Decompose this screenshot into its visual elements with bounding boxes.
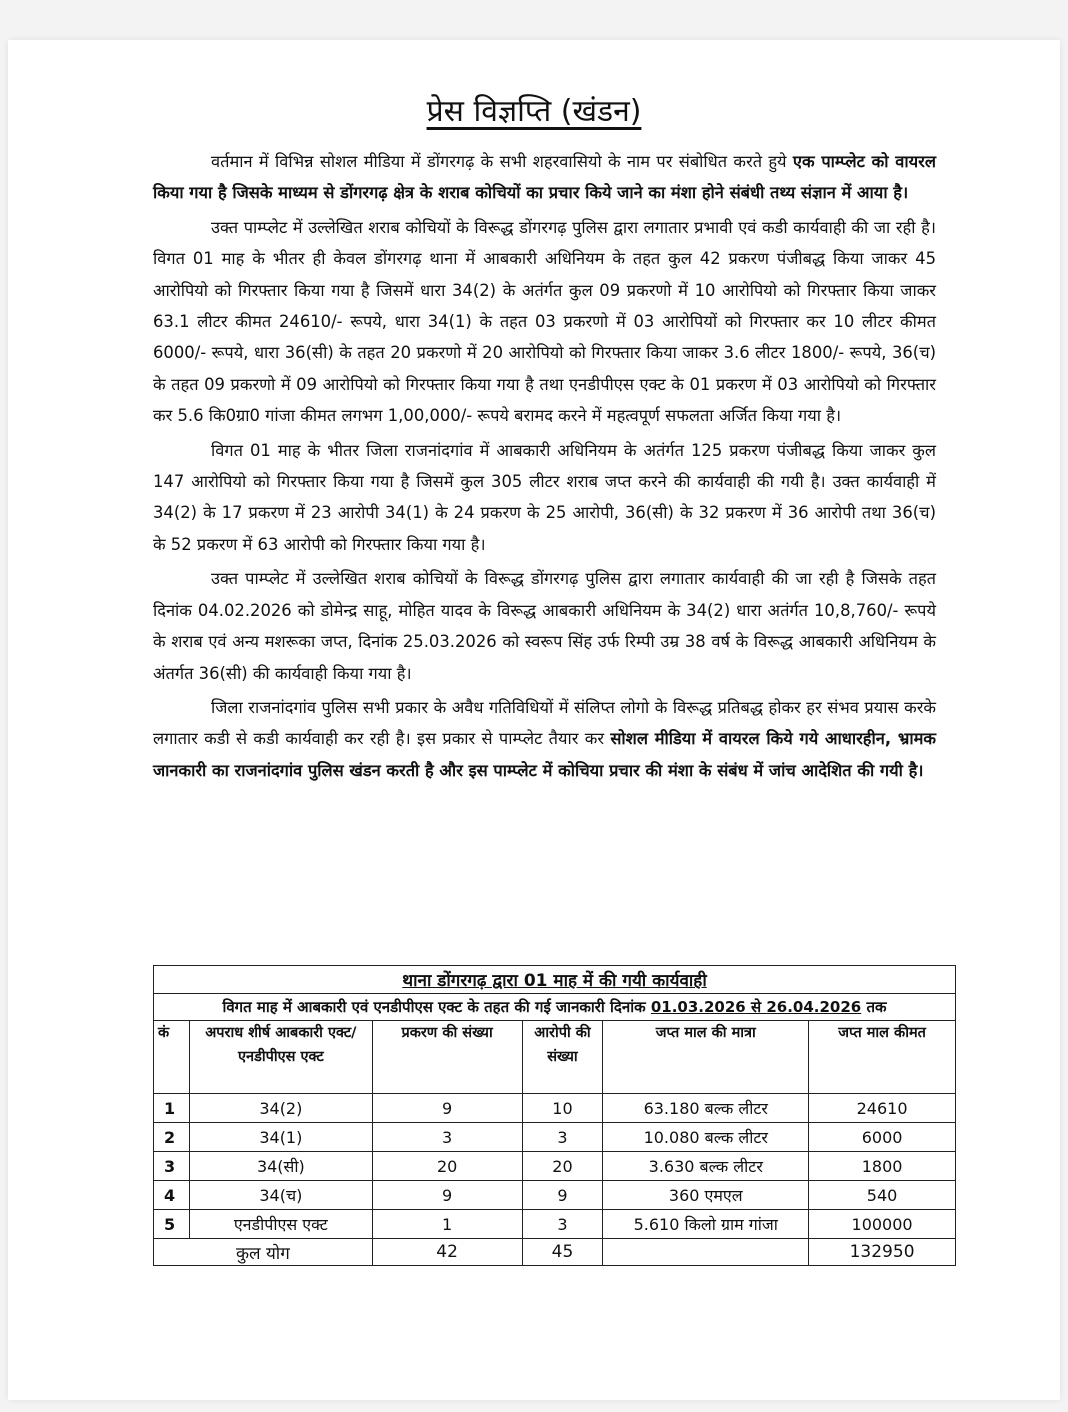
- table-row: [154, 1152, 956, 1181]
- row-quantity: 360 एमएल: [603, 1181, 809, 1210]
- header-value: जप्त माल कीमत: [809, 1021, 956, 1094]
- total-label: कुल योग: [154, 1239, 373, 1266]
- table-row: [154, 1210, 956, 1239]
- table-subtitle-row: [154, 994, 956, 1021]
- row-quantity: 10.080 बल्क लीटर: [603, 1123, 809, 1152]
- subtitle-to-date: 26.04.2026: [766, 998, 862, 1016]
- row-cases: 9: [372, 1181, 522, 1210]
- table-header-row: [154, 1021, 956, 1094]
- document-title: प्रेस विज्ञप्ति (खंडन): [426, 94, 642, 129]
- header-sno: कं: [154, 1021, 190, 1094]
- paragraph-4: उक्त पाम्प्लेट में उल्लेखित शराब कोचियों के विरूद्ध डोंगरगढ़ पुलिस द्वारा लगातार कार्यवाही की जा रही है जिसके तहत दिनांक 04.02.2026 को डोमेन्द्र साहू, मोहित यादव के विरूद्ध आबकारी अधिनियम के 34(2) धारा अतंर्गत 10,8,760/- रूपये के शराब एवं अन्य मशरूका जप्त, दिनांक 25.03.2026 को स्वरूप सिंह उर्फ रिम्पी उम्र 38 वर्ष के विरूद्ध आबकारी अधिनियम के अंतर्गत 36(सी) की कार्यवाही किया गया है।: [153, 569, 936, 683]
- subtitle-from-date: 01.03.2026: [650, 998, 746, 1016]
- paragraph-3: विगत 01 माह के भीतर जिला राजनांदगांव में आबकारी अधिनियम के अतंर्गत 125 प्रकरण पंजीबद्ध किया जाकर कुल 147 आरोपियो को गिरफ्तार किया गया है जिसमें कुल 305 लीटर शराब जप्त करने की कार्यवाही की गयी है। उक्त कार्यवाही में 34(2) के 17 प्रकरण में 23 आरोपी 34(1) के 24 प्रकरण के 25 आरोपी, 36(सी) के 32 प्रकरण में 36 आरोपी तथा 36(च) के 52 प्रकरण में 63 आरोपी को गिरफ्तार किया गया है।: [153, 440, 937, 554]
- row-quantity: 5.610 किलो ग्राम गांजा: [603, 1210, 809, 1239]
- paragraph-5-text: जिला राजनांदगांव पुलिस सभी प्रकार के अवैध गतिविधियों में संलिप्त लोगो के विरूद्ध प्रतिबद्ध होकर हर संभव प्रयास करके लगातार कडी से कडी कार्यवाही कर रही है। इस प्रकार से पाम्प्लेट तैयार कर: [153, 697, 936, 749]
- header-cases: प्रकरण की संख्या: [372, 1021, 522, 1094]
- header-offence: अपराध शीर्ष आबकारी एक्ट/एनडीपीएस एक्ट: [189, 1021, 372, 1094]
- subtitle-prefix: विगत माह में आबकारी एवं एनडीपीएस एक्ट के तहत की गई जानकारी दिनांक: [222, 998, 651, 1016]
- row-offence: 34(2): [189, 1094, 372, 1123]
- row-value: 1800: [809, 1152, 956, 1181]
- row-cases: 1: [372, 1210, 522, 1239]
- row-sno: 2: [154, 1123, 190, 1152]
- row-cases: 9: [372, 1094, 522, 1123]
- total-quantity: [603, 1239, 809, 1266]
- row-value: 100000: [809, 1210, 956, 1239]
- paragraph-5-bold: सोशल मीडिया में वायरल किये गये आधारहीन, भ्रामक जानकारी का राजनांदगांव पुलिस खंडन करती है और इस पाम्प्लेट में कोचिया प्रचार की मंशा के संबंध में जांच आदेशित की गयी है।: [153, 729, 936, 780]
- row-value: 540: [809, 1181, 956, 1210]
- row-accused: 9: [522, 1181, 603, 1210]
- row-offence: 34(सी): [189, 1152, 372, 1181]
- row-quantity: 63.180 बल्क लीटर: [603, 1094, 809, 1123]
- total-cases: 42: [372, 1239, 522, 1266]
- paragraph-2: उक्त पाम्प्लेट में उल्लेखित शराब कोचियों के विरूद्ध डोंगरगढ़ पुलिस द्वारा लगातार प्रभावी एवं कडी कार्यवाही की जा रही है। विगत 01 माह के भीतर ही केवल डोंगरगढ़ थाना में आबकारी अधिनियम के तहत कुल 42 प्रकरण पंजीबद्ध किया जाकर 45 आरोपियो को गिरफ्तार किया गया है जिसमें धारा 34(2) के अतंर्गत कुल 09 प्रकरणो में 10 आरोपियो को गिरफ्तार किया जाकर 63.1 लीटर कीमत 24610/- रूपये, धारा 34(1) के तहत 03 प्रकरणो में 03 आरोपियों को गिरफ्तार कर 10 लीटर कीमत 6000/- रूपये, धारा 36(सी) के तहत 20 प्रकरणो में 20 आरोपियो को गिरफ्तार किया जाकर 3.6 लीटर 1800/- रूपये, 36(च) के तहत 09 प्रकरणो में 09 आरोपियो को गिरफ्तार किया गया है तथा एनडीपीएस एक्ट के 01 प्रकरण में 03 आरोपियो को गिरफ्तार कर 5.6 कि0ग्रा0 गांजा कीमत लगभग 1,00,000/- रूपये बरामद करने में महत्वपूर्ण सफलता अर्जित किया गया है।: [153, 217, 936, 426]
- total-accused: 45: [522, 1239, 603, 1266]
- subtitle-suffix: तक: [861, 998, 887, 1016]
- paragraph-1-text: वर्तमान में विभिन्न सोशल मीडिया में डोंगरगढ़ के सभी शहरवासियो के नाम पर संबोधित करते हुये: [211, 152, 793, 171]
- table-row: [154, 1094, 956, 1123]
- row-accused: 3: [522, 1210, 603, 1239]
- action-summary-table: [153, 965, 956, 1266]
- table-row: [154, 1123, 956, 1152]
- row-sno: 4: [154, 1181, 190, 1210]
- total-value: 132950: [809, 1239, 956, 1266]
- press-release-body: [153, 146, 936, 786]
- row-accused: 20: [522, 1152, 603, 1181]
- row-sno: 1: [154, 1094, 190, 1123]
- header-quantity: जप्त माल की मात्रा: [603, 1021, 809, 1094]
- row-cases: 3: [372, 1123, 522, 1152]
- row-cases: 20: [372, 1152, 522, 1181]
- row-offence: 34(1): [189, 1123, 372, 1152]
- table-subtitle: [154, 994, 956, 1021]
- row-value: 24610: [809, 1094, 956, 1123]
- table-total-row: [154, 1239, 956, 1266]
- table-title-row: [154, 966, 956, 994]
- header-accused: आरोपी की संख्या: [522, 1021, 603, 1094]
- paragraph-1-bold: एक पाम्प्लेट को वायरल किया गया है जिसके माध्यम से डोंगरगढ़ क्षेत्र के शराब कोचियों का प्रचार किये जाने का मंशा होने संबंधी तथ्य संज्ञान में आया है।: [153, 152, 936, 203]
- table-row: [154, 1181, 956, 1210]
- row-offence: 34(च): [189, 1181, 372, 1210]
- row-accused: 10: [522, 1094, 603, 1123]
- row-quantity: 3.630 बल्क लीटर: [603, 1152, 809, 1181]
- row-sno: 5: [154, 1210, 190, 1239]
- row-sno: 3: [154, 1152, 190, 1181]
- row-value: 6000: [809, 1123, 956, 1152]
- subtitle-to-word: से: [745, 998, 767, 1016]
- row-accused: 3: [522, 1123, 603, 1152]
- paragraph-5: [153, 692, 936, 786]
- row-offence: एनडीपीएस एक्ट: [189, 1210, 372, 1239]
- table-title: थाना डोंगरगढ़ द्वारा 01 माह में की गयी कार्यवाही: [154, 966, 956, 994]
- paragraph-1: [153, 146, 936, 209]
